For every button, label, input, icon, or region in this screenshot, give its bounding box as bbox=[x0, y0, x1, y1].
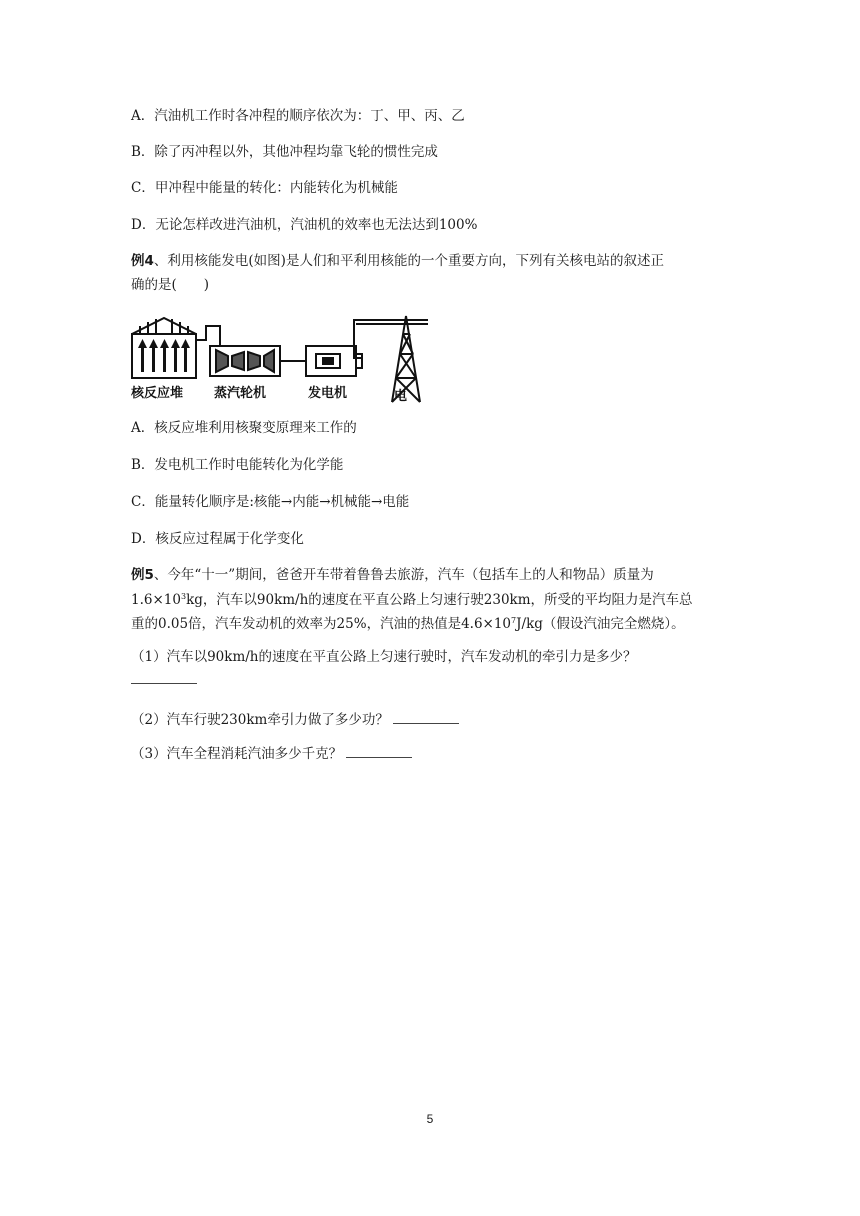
q5-label: 例5 bbox=[131, 567, 154, 583]
q5-stem-line1 bbox=[131, 566, 654, 584]
turbine-label: 蒸汽轮机 bbox=[214, 386, 267, 401]
q5-mass-value: 1.6×10 bbox=[131, 592, 181, 608]
q5-sub2-text: （2）汽车行驶230km牵引力做了多少功？ bbox=[131, 712, 389, 728]
q5-stem-text: 、今年“十一”期间，爸爸开车带着鲁鲁去旅游，汽车（包括车上的人和物品）质量为 bbox=[153, 567, 654, 583]
q5-sub1: （1）汽车以90km/h的速度在平直公路上匀速行驶时，汽车发动机的牵引力是多少？ bbox=[131, 649, 637, 665]
q5-stem-line2-text: kg，汽车以90km/h的速度在平直公路上匀速行驶230km，所受的平均阻力是汽车总 bbox=[186, 592, 693, 608]
q5-sub1-answer-blank[interactable] bbox=[131, 671, 197, 689]
q5-stem-line2 bbox=[131, 591, 693, 609]
q4-option-d: D．核反应过程属于化学变化 bbox=[131, 531, 304, 547]
q5-stem-line3-tail: J/kg（假设汽油完全燃烧）。 bbox=[516, 616, 685, 632]
q5-heat-exponent: 7 bbox=[511, 616, 517, 625]
page-number: 5 bbox=[426, 1112, 434, 1126]
q5-mass-exponent: 3 bbox=[180, 592, 187, 601]
nuclear-plant-diagram bbox=[128, 312, 438, 404]
q4-stem-line1 bbox=[131, 252, 664, 270]
electricity-label: 电 bbox=[394, 389, 408, 404]
reactor-label: 核反应堆 bbox=[131, 386, 184, 401]
q4-option-a: A．核反应堆利用核聚变原理来工作的 bbox=[131, 420, 357, 436]
q3-option-d: D．无论怎样改进汽油机，汽油机的效率也无法达到100% bbox=[131, 217, 478, 233]
q3-option-b: B．除了丙冲程以外，其他冲程均靠飞轮的惯性完成 bbox=[131, 144, 438, 160]
q4-option-c: C．能量转化顺序是:核能→内能→机械能→电能 bbox=[131, 494, 410, 510]
q4-stem-text: 、利用核能发电(如图)是人们和平利用核能的一个重要方向，下列有关核电站的叙述正 bbox=[153, 253, 664, 269]
q5-sub3-text: （3）汽车全程消耗汽油多少千克？ bbox=[131, 746, 343, 762]
q5-sub3 bbox=[131, 745, 412, 763]
q3-option-a: A．汽油机工作时各冲程的顺序依次为：丁、甲、丙、乙 bbox=[131, 108, 465, 124]
q4-label: 例4 bbox=[131, 253, 154, 269]
q4-stem-line2: 确的是( ) bbox=[131, 277, 210, 293]
q5-stem-line3-text: 重的0.05倍，汽车发动机的效率为25%，汽油的热值是4.6×10 bbox=[131, 616, 512, 632]
generator-label: 发电机 bbox=[308, 386, 348, 401]
q5-sub2-answer-blank[interactable] bbox=[393, 711, 459, 724]
q5-stem-line3 bbox=[131, 615, 685, 633]
q5-sub2 bbox=[131, 711, 459, 729]
q3-option-c: C．甲冲程中能量的转化：内能转化为机械能 bbox=[131, 180, 398, 196]
q4-option-b: B．发电机工作时电能转化为化学能 bbox=[131, 457, 344, 473]
q5-sub3-answer-blank[interactable] bbox=[346, 745, 412, 758]
